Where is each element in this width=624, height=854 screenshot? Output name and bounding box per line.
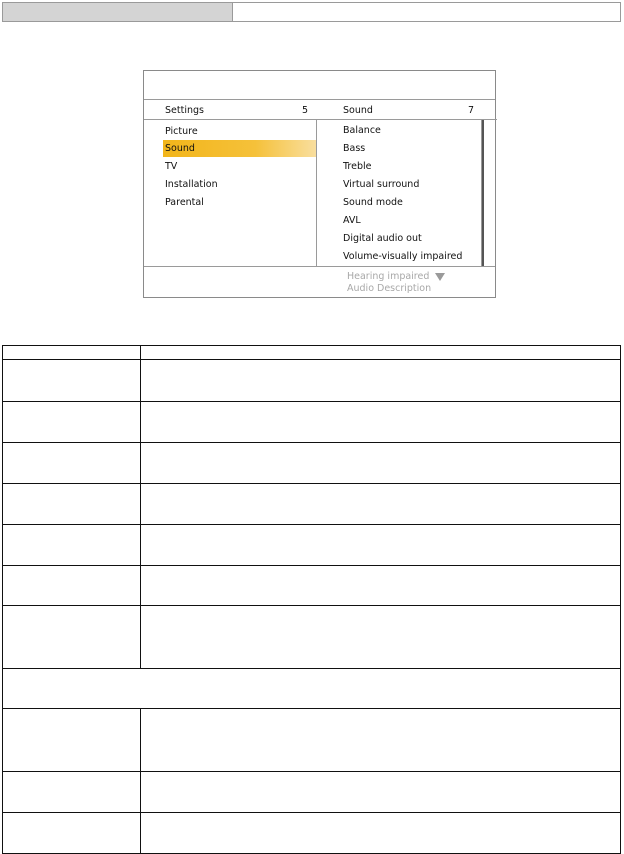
table-row <box>3 360 621 402</box>
footer-item-audio-description: Audio Description <box>347 283 432 294</box>
menu-bottom-divider <box>144 266 495 267</box>
sound-list <box>316 119 482 267</box>
sound-item-balance[interactable]: Balance <box>343 125 381 136</box>
settings-item-picture[interactable]: Picture <box>165 126 198 137</box>
settings-item-sound-selected[interactable]: Sound <box>163 140 317 157</box>
settings-item-parental[interactable]: Parental <box>165 197 204 208</box>
sound-item-treble[interactable]: Treble <box>343 161 372 172</box>
menu-top-divider <box>144 99 495 100</box>
table-row <box>3 772 621 813</box>
table-cell <box>3 813 141 854</box>
table-cell <box>3 566 141 606</box>
sound-header-count: 7 <box>468 105 475 116</box>
table-row <box>3 525 621 566</box>
table-row <box>3 402 621 443</box>
reference-table <box>2 345 621 854</box>
tv-settings-menu <box>143 70 496 298</box>
settings-item-tv[interactable]: TV <box>165 161 178 172</box>
table-row <box>3 813 621 854</box>
table-cell <box>3 484 141 525</box>
table-cell <box>141 525 621 566</box>
table-cell <box>141 484 621 525</box>
table-cell <box>3 443 141 484</box>
table-cell <box>3 606 141 669</box>
table-section-row <box>3 669 621 709</box>
top-bar-right-segment <box>233 3 620 21</box>
settings-header-count: 5 <box>302 105 309 116</box>
sound-item-bass[interactable]: Bass <box>343 143 366 154</box>
top-bar-left-segment <box>3 3 233 21</box>
table-row <box>3 484 621 525</box>
settings-list <box>144 119 316 267</box>
sound-item-avl[interactable]: AVL <box>343 215 361 226</box>
sound-header-title: Sound <box>343 105 373 116</box>
table-row <box>3 443 621 484</box>
table-row <box>3 606 621 669</box>
sound-item-virtual-surround[interactable]: Virtual surround <box>343 179 420 190</box>
sound-item-digital-audio-out[interactable]: Digital audio out <box>343 233 422 244</box>
table-cell <box>141 606 621 669</box>
table-cell <box>141 402 621 443</box>
table-cell <box>141 813 621 854</box>
table-header-row <box>3 346 621 360</box>
table-cell <box>141 443 621 484</box>
table-cell <box>141 772 621 813</box>
footer-item-hearing-impaired <box>347 271 445 282</box>
table-cell <box>3 346 141 360</box>
top-bar <box>2 2 621 22</box>
footer-hearing-impaired-label: Hearing impaired <box>347 271 430 282</box>
scroll-down-arrow-icon <box>435 273 445 281</box>
table-cell <box>141 360 621 402</box>
table-cell <box>3 709 141 772</box>
table-cell <box>141 709 621 772</box>
table-cell <box>3 525 141 566</box>
settings-header-title: Settings <box>165 105 204 116</box>
table-cell <box>3 360 141 402</box>
sound-item-sound-mode[interactable]: Sound mode <box>343 197 403 208</box>
table-cell <box>3 402 141 443</box>
settings-item-installation[interactable]: Installation <box>165 179 218 190</box>
sound-item-volume-visually-impaired[interactable]: Volume-visually impaired <box>343 251 463 262</box>
table-cell <box>3 669 621 709</box>
table-cell <box>3 772 141 813</box>
table-cell <box>141 566 621 606</box>
table-row <box>3 709 621 772</box>
table-row <box>3 566 621 606</box>
scrollbar-thumb[interactable] <box>482 120 484 267</box>
sound-list-scrollbar[interactable] <box>481 119 497 267</box>
table-cell <box>141 346 621 360</box>
